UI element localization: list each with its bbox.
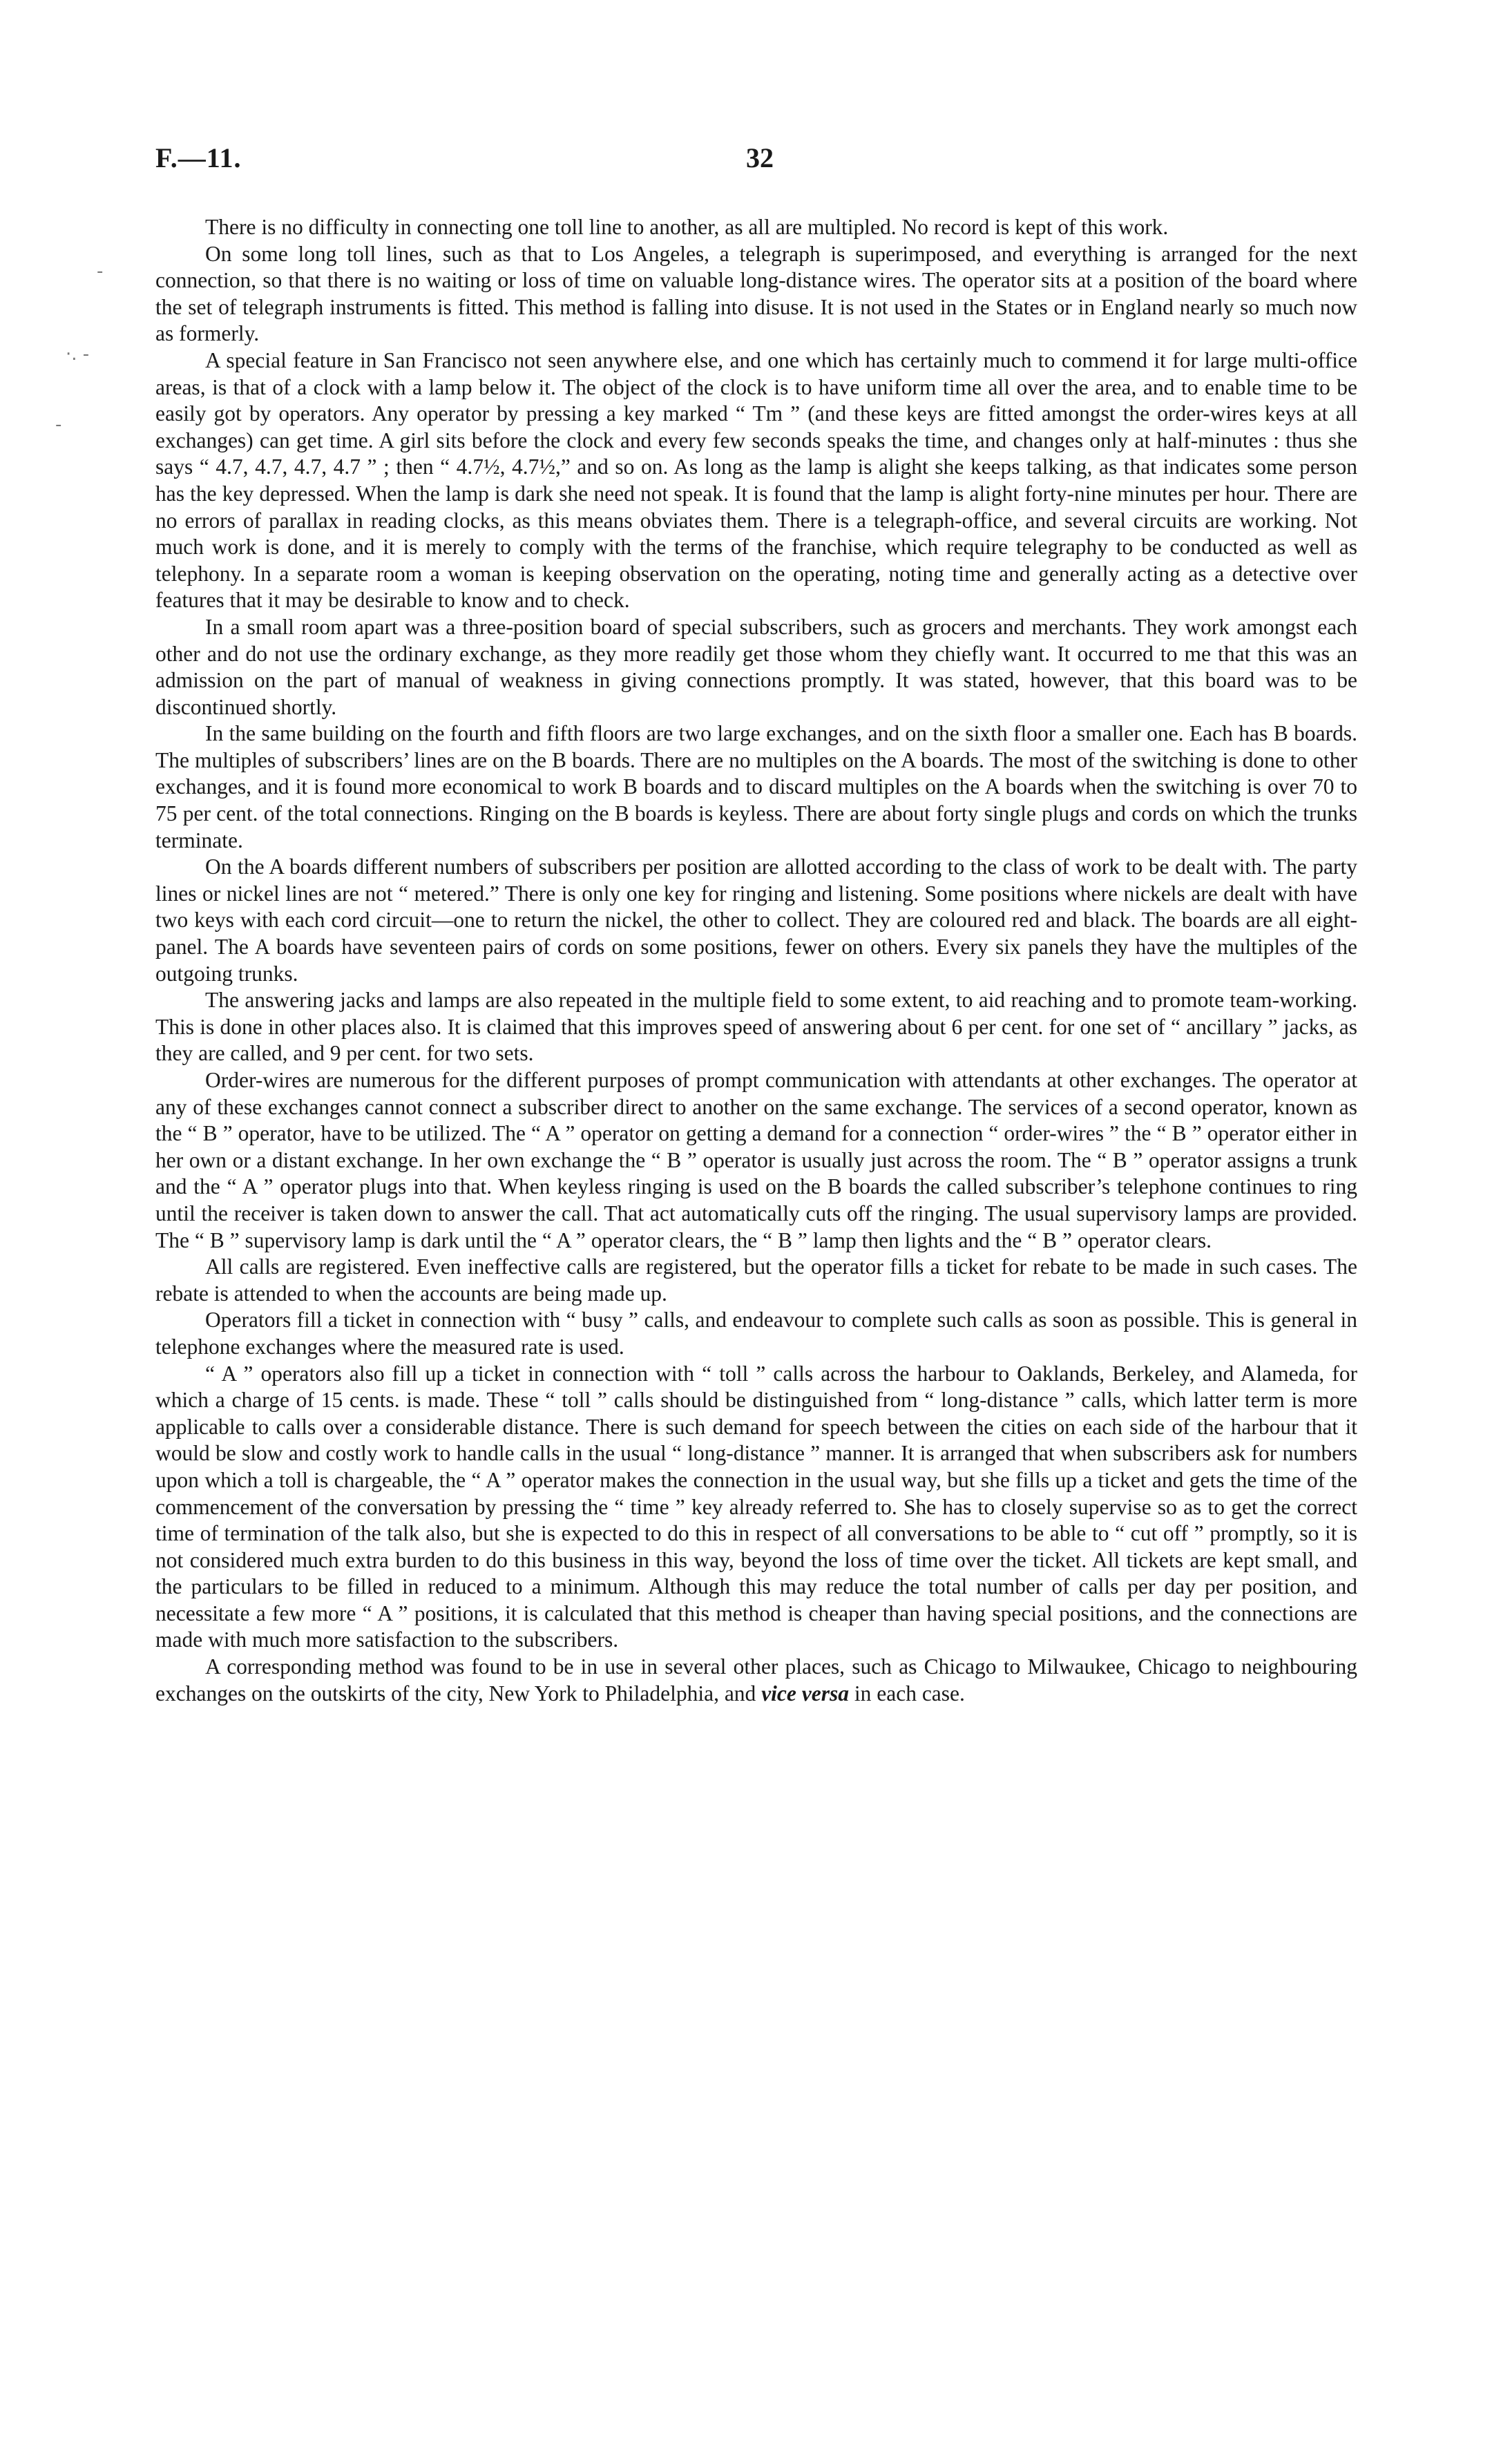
scan-speck: ·. - — [66, 344, 90, 365]
final-paragraph-text: A corresponding method was found to be in use in several other places, such as Chicago to Milwaukee, Chicago to neighbouring exchanges on the outskirts of the city, New York to Philadelphia, and — [155, 1654, 1357, 1706]
document-reference: F.—11. — [155, 142, 242, 173]
paragraph: There is no difficulty in connecting one toll line to another, as all are multipled. No record is kept of this work. — [205, 215, 1169, 239]
paragraph: Order-wires are numerous for the different purposes of prompt communication with attendants at other exchanges. The operator at any of these exchanges cannot connect a subscriber direct to another on the same exchange. The services of a second operator, known as the “ B ” operator, have to be utilized. The “ A ” operator on getting a demand for a connection “ order-wires ” the “ B ” operator either in her own or a distant exchange. In her own exchange the “ B ” operator is usually just across the room. The “ B ” operator assigns a trunk and the “ A ” operator plugs into that. When keyless ringing is used on the B boards the called subscriber’s telephone continues to ring until the receiver is taken down to answer the call. That act automatically cuts off the ringing. The usual supervisory lamps are provided. The “ B ” supervisory lamp is dark until the “ A ” operator clears, the “ B ” lamp then lights and the “ B ” operator clears. — [155, 1068, 1357, 1252]
body-text — [155, 214, 1357, 1707]
page-number: 32 — [746, 142, 774, 173]
paragraph: A special feature in San Francisco not seen anywhere else, and one which has certainly much to commend it for large multi-office areas, is that of a clock with a lamp below it. The object of the clock is to have uniform time all over the area, and to enable time to be easily got by operators. Any operator by pressing a key marked “ Tm ” (and these keys are fitted amongst the order-wires keys at all exchanges) can get time. A girl sits before the clock and every few seconds speaks the time, and changes only at half-minutes : thus she says “ 4.7, 4.7, 4.7, 4.7 ” ; then “ 4.7½, 4.7½,” and so on. As long as the lamp is alight she keeps talking, as that indicates some person has the key depressed. When the lamp is dark she need not speak. It is found that the lamp is alight forty-nine minutes per hour. There are no errors of parallax in reading clocks, as this means obviates them. There is a telegraph-office, and several circuits are working. Not much work is done, and it is merely to comply with the terms of the franchise, which require telegraphy to be conducted as well as telephony. In a separate room a woman is keeping observation on the operating, noting time and generally acting as a detective over features that it may be desirable to know and to check. — [155, 347, 1357, 613]
paragraph: All calls are registered. Even ineffective calls are registered, but the operator fills a ticket for rebate to be made in such cases. The rebate is attended to when the accounts are being made up. — [155, 1254, 1357, 1306]
paragraph: “ A ” operators also fill up a ticket in connection with “ toll ” calls across the harbour to Oaklands, Berkeley, and Alameda, for which a charge of 15 cents. is made. These “ toll ” calls should be distinguished from “ long-distance ” calls, which latter term is more applicable to calls over a considerable distance. There is such demand for speech between the cities on each side of the harbour that it would be slow and costly work to handle calls in the usual “ long-distance ” manner. It is arranged that when subscribers ask for numbers upon which a toll is chargeable, the “ A ” operator makes the connection in the usual way, but she fills up a ticket and gets the time of the commencement of the conversation by pressing the “ time ” key already referred to. She has to closely supervise so as to get the correct time of termination of the talk also, but she is expected to do this in respect of all conversations to be able to “ cut off ” promptly, so it is not considered much extra burden to do this business in this way, beyond the loss of time over the ticket. All tickets are kept small, and the particulars to be filled in reduced to a minimum. Although this may reduce the total number of calls per day per position, and necessitate a few more “ A ” positions, it is calculated that this method is cheaper than having special positions, and the connections are made with much more satisfaction to the subscribers. — [155, 1361, 1357, 1652]
page-header — [155, 142, 1371, 183]
final-paragraph — [155, 1654, 1357, 1707]
scan-speck: - — [55, 414, 62, 435]
paragraph: The answering jacks and lamps are also repeated in the multiple field to some extent, to aid reaching and to promote team-working. This is done in other places also. It is claimed that this improves speed of answering about 6 per cent. for one set of “ ancillary ” jacks, as they are called, and 9 per cent. for two sets. — [155, 988, 1357, 1066]
final-paragraph-italic: vice versa — [761, 1681, 849, 1706]
scan-speck: - — [97, 261, 104, 282]
paragraph: On the A boards different numbers of subscribers per position are allotted according to the class of work to be dealt with. The party lines or nickel lines are not “ metered.” There is only one key for ringing and listening. Some positions where nickels are dealt with have two keys with each cord circuit—one to return the nickel, the other to collect. They are coloured red and black. The boards are all eight-panel. The A boards have seventeen pairs of cords on some positions, fewer on others. Every six panels they have the multiples of the outgoing trunks. — [155, 854, 1357, 986]
paragraph: Operators fill a ticket in connection with “ busy ” calls, and endeavour to complete such calls as soon as possible. This is general in telephone exchanges where the measured rate is used. — [155, 1308, 1357, 1359]
final-paragraph-end: in each case. — [849, 1681, 965, 1706]
paragraph: On some long toll lines, such as that to Los Angeles, a telegraph is superimposed, and everything is arranged for the next connection, so that there is no waiting or loss of time on valuable long-distance wires. The operator sits at a position of the board where the set of telegraph instruments is fitted. This method is falling into disuse. It is not used in the States or in England nearly so much now as formerly. — [155, 241, 1357, 346]
paragraph: In a small room apart was a three-position board of special subscribers, such as grocers and merchants. They work amongst each other and do not use the ordinary exchange, as they more readily get those whom they chiefly want. It occurred to me that this was an admission on the part of manual of weakness in giving connections promptly. It was stated, however, that this board was to be discontinued shortly. — [155, 614, 1357, 719]
paragraph: In the same building on the fourth and fifth floors are two large exchanges, and on the sixth floor a smaller one. Each has B boards. The multiples of subscribers’ lines are on the B boards. There are no multiples on the A boards. The most of the switching is done to other exchanges, and it is found more economical to work B boards and to discard multiples on the A boards when the switching is over 70 to 75 per cent. of the total connections. Ringing on the B boards is keyless. There are about forty single plugs and cords on which the trunks terminate. — [155, 721, 1357, 852]
